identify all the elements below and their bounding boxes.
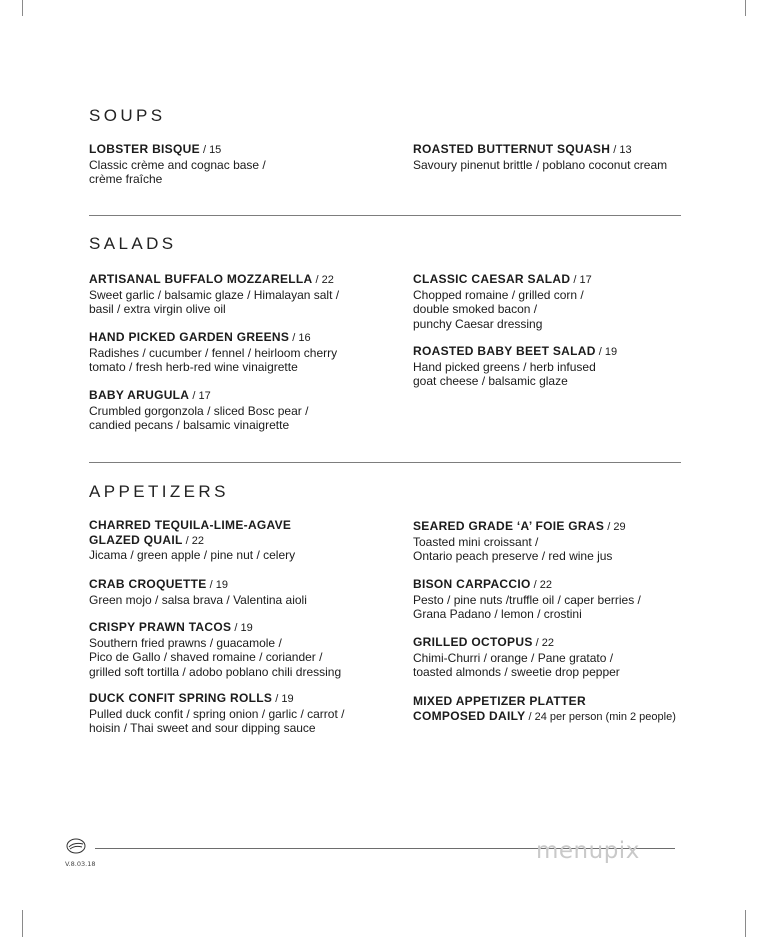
item-price: 17 [579,274,592,286]
item-description: tomato / fresh herb-red wine vinaigrette [89,360,298,374]
item-description: toasted almonds / sweetie drop pepper [413,665,620,679]
item-name-line1: MIXED APPETIZER PLATTER [413,694,586,708]
menu-item-crispy-prawn-tacos: CRISPY PRAWN TACOS / 19 Southern fried prawns / guacamole / Pico de Gallo / shaved romaine / coriander / grilled soft tortilla / adobo poblano chili dressing [89,620,399,679]
item-description: Jicama / green apple / pine nut / celery [89,548,296,562]
item-name: SEARED GRADE ‘A’ FOIE GRAS [413,519,605,533]
item-description: Pesto / pine nuts /truffle oil / caper berries / [413,592,641,607]
item-name: ROASTED BUTTERNUT SQUASH [413,142,611,156]
menu-item-bison-carpaccio: BISON CARPACCIO / 22 Pesto / pine nuts /truffle oil / caper berries / Grana Padano / lemon / crostini [413,577,713,622]
item-price: 19 [215,579,228,591]
item-price: 17 [198,390,211,402]
menu-item-roasted-butternut-squash: ROASTED BUTTERNUT SQUASH / 13 Savoury pinenut brittle / poblano coconut cream [413,142,733,172]
item-name: COMPOSED DAILY [413,708,526,723]
item-name: ARTISANAL BUFFALO MOZZARELLA [89,272,313,286]
section-divider [89,462,681,463]
item-price: 15 [209,144,222,156]
item-description: Savoury pinenut brittle / poblano coconut cream [413,157,668,172]
item-name: GLAZED QUAIL [89,532,183,547]
item-price: 19 [240,622,253,634]
item-price: 19 [604,346,618,358]
item-description: goat cheese / balsamic glaze [413,374,568,388]
item-price: 22 [539,579,553,591]
item-description: Hand picked greens / herb infused [413,359,596,374]
menu-item-baby-arugula: BABY ARUGULA / 17 Crumbled gorgonzola / sliced Bosc pear / candied pecans / balsamic vinaigrette [89,388,389,433]
item-description: basil / extra virgin olive oil [89,302,226,316]
menu-item-buffalo-mozzarella: ARTISANAL BUFFALO MOZZARELLA / 22 Sweet garlic / balsamic glaze / Himalayan salt / basil / extra virgin olive oil [89,272,389,317]
item-description: Sweet garlic / balsamic glaze / Himalayan salt / [89,287,340,302]
menu-item-garden-greens: HAND PICKED GARDEN GREENS / 16 Radishes / cucumber / fennel / heirloom cherry tomato / fresh herb-red wine vinaigrette [89,330,389,375]
item-description: Pico de Gallo / shaved romaine / coriander / [89,650,323,664]
crop-mark-top-left [22,0,23,16]
section-title-appetizers: APPETIZERS [89,482,229,501]
item-name: ROASTED BABY BEET SALAD [413,344,596,358]
version-code: V.8.03.18 [65,860,96,868]
item-price: 22 [541,637,555,649]
item-name: HAND PICKED GARDEN GREENS [89,330,290,344]
item-name-line1: CHARRED TEQUILA-LIME-AGAVE [89,518,292,532]
item-price: 22 [321,274,334,286]
crop-mark-top-right [745,0,746,16]
item-price: 19 [281,693,294,705]
section-title-soups: SOUPS [89,106,166,125]
menu-item-duck-confit-spring-rolls: DUCK CONFIT SPRING ROLLS / 19 Pulled duck confit / spring onion / garlic / carrot / hoisin / Thai sweet and sour dipping sauce [89,691,399,736]
item-price: 29 [613,521,626,533]
item-description: grilled soft tortilla / adobo poblano chili dressing [89,664,342,679]
item-name: LOBSTER BISQUE [89,142,200,156]
item-description: Chimi-Churri / orange / Pane gratato / [413,650,614,665]
crop-mark-bottom-right [745,910,746,937]
item-name: CRISPY PRAWN TACOS [89,620,232,634]
item-name: BABY ARUGULA [89,388,190,402]
item-description: Radishes / cucumber / fennel / heirloom cherry [89,345,338,360]
menu-item-appetizer-platter: MIXED APPETIZER PLATTER COMPOSED DAILY / 24 per person (min 2 people) [413,694,733,724]
item-price: 24 per person (min 2 people) [534,710,676,723]
item-price: 13 [619,144,632,156]
menu-item-classic-caesar: CLASSIC CAESAR SALAD / 17 Chopped romaine / grilled corn / double smoked bacon / punchy Caesar dressing [413,272,713,331]
item-name: GRILLED OCTOPUS [413,635,533,649]
item-description: crème fraîche [89,172,163,186]
item-description: double smoked bacon / [413,302,538,316]
menu-item-baby-beet-salad: ROASTED BABY BEET SALAD / 19 Hand picked greens / herb infused goat cheese / balsamic glaze [413,344,713,389]
item-description: candied pecans / balsamic vinaigrette [89,418,290,432]
menu-item-grilled-octopus: GRILLED OCTOPUS / 22 Chimi-Churri / orange / Pane gratato / toasted almonds / sweetie drop pepper [413,635,713,680]
menu-item-foie-gras: SEARED GRADE ‘A’ FOIE GRAS / 29 Toasted mini croissant / Ontario peach preserve / red wine jus [413,519,713,564]
restaurant-logo-icon [66,838,86,854]
menu-item-crab-croquette: CRAB CROQUETTE / 19 Green mojo / salsa brava / Valentina aioli [89,577,389,607]
menu-item-lobster-bisque: LOBSTER BISQUE / 15 Classic crème and cognac base / crème fraîche [89,142,389,187]
crop-mark-bottom-left [22,910,23,937]
item-description: Chopped romaine / grilled corn / [413,287,584,302]
item-description: Crumbled gorgonzola / sliced Bosc pear / [89,403,309,418]
item-name: CRAB CROQUETTE [89,577,207,591]
item-description: Ontario peach preserve / red wine jus [413,549,613,563]
item-description: hoisin / Thai sweet and sour dipping sauce [89,721,316,735]
section-divider [89,215,681,216]
item-description: Grana Padano / lemon / crostini [413,607,582,621]
section-title-salads: SALADS [89,234,177,253]
item-name: BISON CARPACCIO [413,577,531,591]
item-price: 22 [191,534,205,547]
item-description: punchy Caesar dressing [413,316,543,331]
item-description: Toasted mini croissant / [413,534,539,549]
item-description: Southern fried prawns / guacamole / [89,635,282,650]
watermark: menupix [536,838,640,864]
menu-item-glazed-quail: CHARRED TEQUILA-LIME-AGAVE GLAZED QUAIL / 22 Jicama / green apple / pine nut / celery [89,518,389,563]
item-price: 16 [298,332,311,344]
item-description: Pulled duck confit / spring onion / garlic / carrot / [89,706,345,721]
item-description: Green mojo / salsa brava / Valentina aioli [89,592,307,607]
item-description: Classic crème and cognac base / [89,157,266,172]
item-name: DUCK CONFIT SPRING ROLLS [89,691,273,705]
item-name: CLASSIC CAESAR SALAD [413,272,571,286]
